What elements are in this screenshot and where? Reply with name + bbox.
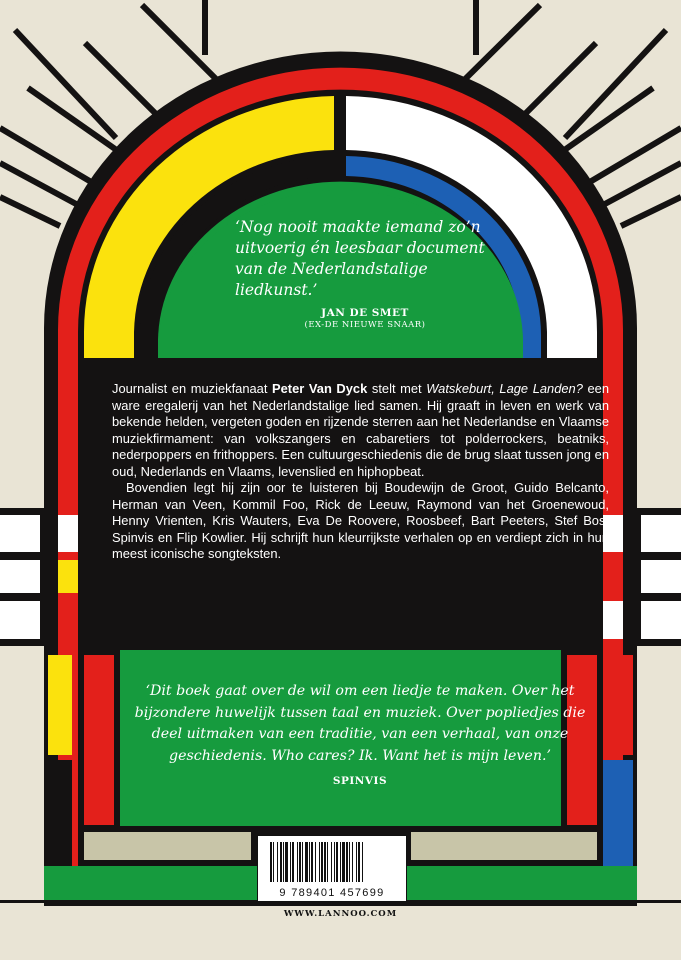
side-pane (48, 655, 72, 755)
side-pane (641, 601, 681, 639)
quote-top-text: ‘Nog nooit maakte iemand zo’n uitvoerig én leesbaar document van de Nederlandstalige liedkunst.’ (235, 218, 485, 299)
side-pane (641, 515, 681, 552)
side-pane (641, 560, 681, 593)
lower-left-column (84, 655, 114, 825)
barcode-bar (283, 842, 284, 882)
barcode-bar (362, 842, 363, 882)
barcode-bar (280, 842, 282, 882)
blurb-text-segment: Journalist en muziekfanaat (112, 381, 273, 396)
blurb-text-segment: stelt met (367, 381, 427, 396)
barcode-bar (336, 842, 338, 882)
quote-top (235, 217, 495, 331)
barcode-bar (324, 842, 326, 882)
barcode-bar (319, 842, 320, 882)
barcode-bar (273, 842, 274, 882)
barcode-bar (309, 842, 310, 882)
publisher-website: WWW.LANNOO.COM (283, 909, 398, 919)
barcode-bar (305, 842, 308, 882)
quote-bottom-author: SPINVIS (332, 775, 388, 787)
barcode-bar (292, 842, 294, 882)
barcode-bar (327, 842, 328, 882)
ray (583, 128, 681, 186)
barcode-bar (352, 842, 353, 882)
side-pane (609, 655, 633, 755)
ray (621, 197, 681, 226)
blurb-text (112, 381, 609, 563)
barcode-bar (311, 842, 313, 882)
barcode-bar (358, 842, 360, 882)
barcode-bar (290, 842, 291, 882)
barcode-bar (297, 842, 298, 882)
base-khaki-panel (411, 832, 597, 860)
barcode-bar (321, 842, 323, 882)
barcode-bar (342, 842, 345, 882)
quote-top-author-note: (EX-DE NIEUWE SNAAR) (304, 320, 426, 330)
barcode-bar (331, 842, 332, 882)
blurb-paragraph-2: Bovendien legt hij zijn oor te luisteren bij Boudewijn de Groot, Guido Belcanto, Herman van Veen, Kommil Foo, Rick de Leeuw, Raymond van het Groenewoud, Henny Vrienten, Kris Wauters, Eva De Roovere, Roosbeef, Bart Peeters, Stef Bos, Spinvis en Flip Kowlier. Hij schrijft hun kleurrijkste verhalen op en verdiept zich in hun meest iconische songteksten. (112, 480, 609, 561)
isbn-barcode (257, 835, 407, 902)
quote-bottom-text: ‘Dit boek gaat over de wil om een liedje te maken. Over het bijzondere huwelijk tussen taal en muziek. Over popliedjes die deel uitmaken van een traditie, van een verhaal, van onze geschiedenis. Who cares? Ik. Want het is mijn leven.’ (134, 683, 586, 764)
base-khaki-panel (84, 832, 251, 860)
ray (0, 197, 60, 226)
side-pane (58, 601, 78, 639)
blurb-text-segment: een ware eregalerij van het Nederlandstalige lied samen. Hij graaft in leven en werk van bekende helden, vergeten goden en rijzende sterren aan het Nederlandse en Vlaamse muziekfirmament: van volkszangers en cabaretiers tot polderrockers, beatniks, nederpoppers en frithoppers. Een cultuurgeschiedenis die de brug slaat tussen jong en oud, Nederlands en Vlaams, levenslied en hiphopbeat. (112, 381, 610, 479)
barcode-bar (302, 842, 303, 882)
ray (0, 128, 98, 186)
side-pane (58, 515, 78, 552)
author-name: Peter Van Dyck (272, 381, 368, 396)
barcode-bar (299, 842, 301, 882)
side-pane (603, 601, 623, 639)
barcode-bar (356, 842, 357, 882)
barcode-bar (270, 842, 272, 882)
ray (565, 30, 666, 138)
side-pane (0, 560, 40, 593)
blurb-paragraph-1 (112, 381, 609, 480)
barcode-bar (285, 842, 288, 882)
quote-top-author: JAN DE SMET (321, 307, 409, 319)
barcode-bar (277, 842, 278, 882)
quote-bottom (125, 681, 595, 793)
barcode-bar (340, 842, 341, 882)
side-pane (603, 560, 623, 593)
side-pane (0, 515, 40, 552)
barcode-bar (315, 842, 316, 882)
barcode-bar (349, 842, 350, 882)
barcode-bar (346, 842, 348, 882)
right-side-windows (600, 508, 681, 900)
ray (15, 30, 116, 138)
side-pane (58, 560, 78, 593)
isbn-number: 9 789401 457699 (279, 887, 385, 899)
book-title: Watskeburt, Lage Landen? (426, 381, 583, 396)
barcode-bars (258, 840, 406, 888)
side-pane (0, 601, 40, 639)
barcode-bar (334, 842, 335, 882)
